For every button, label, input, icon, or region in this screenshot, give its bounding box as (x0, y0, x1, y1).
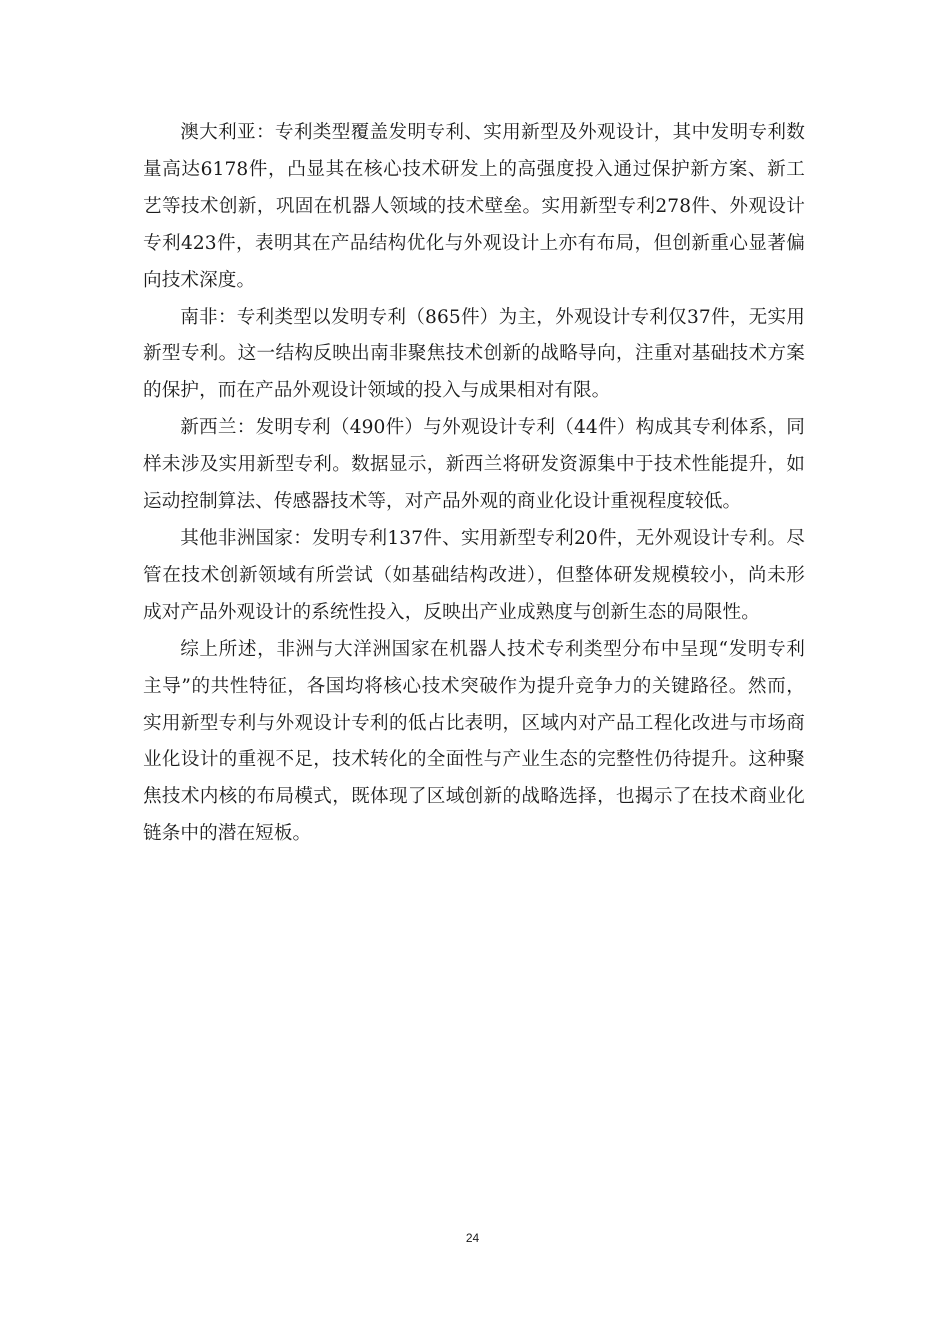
paragraph-summary: 综上所述，非洲与大洋洲国家在机器人技术专利类型分布中呈现“发明专利主导”的共性特征，各国均将核心技术突破作为提升竞争力的关键路径。然而，实用新型专利与外观设计专利的低占比表明，区域内对产品工程化改进与市场商业化设计的重视不足，技术转化的全面性与产业生态的完整性仍待提升。这种聚焦技术内核的布局模式，既体现了区域创新的战略选择，也揭示了在技术商业化链条中的潜在短板。 (143, 638, 805, 845)
paragraph-australia: 澳大利亚：专利类型覆盖发明专利、实用新型及外观设计，其中发明专利数量高达6178件，凸显其在核心技术研发上的高强度投入通过保护新方案、新工艺等技术创新，巩固在机器人领域的技术壁垒。实用新型专利278件、外观设计专利423件，表明其在产品结构优化与外观设计上亦有布局，但创新重心显著偏向技术深度。 (143, 122, 805, 291)
paragraph-new-zealand: 新西兰：发明专利（490件）与外观设计专利（44件）构成其专利体系，同样未涉及实用新型专利。数据显示，新西兰将研发资源集中于技术性能提升，如运动控制算法、传感器技术等，对产品外观的商业化设计重视程度较低。 (143, 417, 805, 513)
paragraph-other-africa: 其他非洲国家：发明专利137件、实用新型专利20件，无外观设计专利。尽管在技术创新领域有所尝试（如基础结构改进），但整体研发规模较小，尚未形成对产品外观设计的系统性投入，反映出产业成熟度与创新生态的局限性。 (143, 527, 805, 623)
page-number: 24 (465, 1231, 480, 1245)
paragraph-south-africa: 南非：专利类型以发明专利（865件）为主，外观设计专利仅37件，无实用新型专利。这一结构反映出南非聚焦技术创新的战略导向，注重对基础技术方案的保护，而在产品外观设计领域的投入与成果相对有限。 (143, 306, 805, 402)
document-body (143, 115, 805, 853)
